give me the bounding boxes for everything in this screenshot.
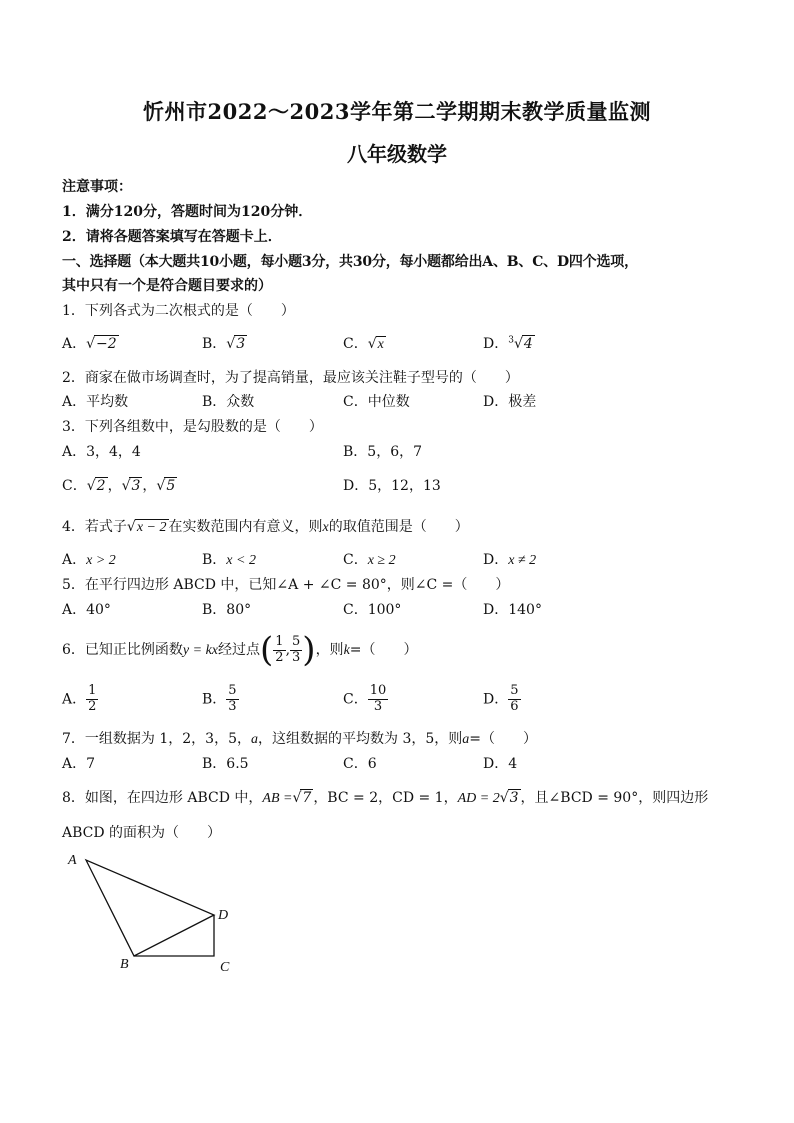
stem-text: =（ ） <box>469 731 537 747</box>
denominator: 2 <box>275 649 284 665</box>
option-fraction <box>86 684 98 715</box>
option-value: x ≠ 2 <box>508 553 537 568</box>
q3-option-d: D．5，12，13 <box>343 478 441 494</box>
option-letter: C． <box>62 478 87 494</box>
q6-option-a <box>62 684 98 715</box>
stem-text: =（ ） <box>349 642 418 658</box>
exam-title: 忻州市2022～2023学年第二学期期末教学质量监测 <box>143 99 651 124</box>
function-expression: y = kx <box>182 643 219 658</box>
stem-text: ，且∠BCD = 90°，则四边形 <box>520 790 709 806</box>
q1-option-b: B．√3 <box>202 336 246 352</box>
option-letter: A． <box>62 691 87 708</box>
q6-option-c <box>343 684 388 715</box>
q2-option-a: A．平均数 <box>62 394 129 410</box>
radicand: 7 <box>302 790 312 806</box>
option-letter: C． <box>343 691 368 708</box>
q3-option-a: A．3，4，4 <box>62 444 141 460</box>
point-y-fraction <box>290 635 302 666</box>
radicand: x − 2 <box>136 520 167 535</box>
q2-stem: 2．商家在做市场调查时，为了提高销量，最应该关注鞋子型号的（ ） <box>62 370 519 386</box>
vertex-label-b: B <box>120 957 129 972</box>
stem-text: 6．已知正比例函数 <box>62 642 183 658</box>
q4-option-c <box>343 549 396 569</box>
q4-option-b <box>202 549 256 569</box>
numerator: 5 <box>292 633 301 649</box>
q2-option-c: C．中位数 <box>343 394 410 410</box>
q6-option-d <box>483 684 521 715</box>
point-x-fraction <box>273 635 285 666</box>
denominator: 3 <box>228 698 237 714</box>
root-index: 3 <box>508 335 514 346</box>
separator: ， <box>142 478 157 494</box>
stem-text: 在实数范围内有意义，则 <box>168 519 323 535</box>
stem-text: ，这组数据的平均数为 3，5，则 <box>258 731 463 747</box>
denominator: 2 <box>88 698 97 714</box>
radicand: 4 <box>523 336 533 352</box>
q5-stem: 5．在平行四边形 ABCD 中，已知∠A + ∠C = 80°，则∠C =（ ） <box>62 577 510 593</box>
option-letter: D． <box>483 336 509 352</box>
q1-option-d: D．$^3$√4 <box>483 335 533 352</box>
q4-stem: 4．若式子√x − 2 在实数范围内有意义，则x的取值范围是（ ） <box>62 519 469 535</box>
vertex-label-a: A <box>68 853 77 868</box>
q3-stem: 3．下列各组数中，是勾股数的是（ ） <box>62 419 323 435</box>
option-letter: D． <box>483 552 509 568</box>
stem-text: ，则 <box>315 642 344 658</box>
right-paren: ) <box>302 630 316 670</box>
option-letter: B． <box>202 336 227 352</box>
radicand: −2 <box>96 336 117 352</box>
option-letter: C． <box>343 552 368 568</box>
variable: x <box>322 520 329 535</box>
q1-stem: 1．下列各式为二次根式的是（ ） <box>62 303 295 319</box>
option-letter: A． <box>62 552 87 568</box>
q6-stem <box>62 630 418 670</box>
segment-ab: AB = <box>262 791 293 806</box>
q7-option-c: C．6 <box>343 756 377 772</box>
q4-option-d <box>483 549 536 569</box>
section-heading-line2: 其中只有一个是符合题目要求的） <box>62 278 272 294</box>
variable: a <box>251 732 258 747</box>
notes-heading: 注意事项： <box>62 179 132 195</box>
radicand: x <box>377 337 384 352</box>
denominator: 3 <box>373 698 383 714</box>
q5-option-c: C．100° <box>343 602 402 618</box>
q5-option-a: A．40° <box>62 602 111 618</box>
vertex-label-d: D <box>218 908 229 923</box>
variable: a <box>462 732 470 747</box>
q2-option-b: B．众数 <box>202 394 255 410</box>
denominator: 6 <box>510 698 519 714</box>
denominator: 3 <box>292 649 301 665</box>
q7-option-b: B．6.5 <box>202 756 249 772</box>
q1-option-c: C．√x <box>343 336 384 352</box>
triangle-abd <box>86 860 214 956</box>
stem-text: 的取值范围是（ ） <box>328 519 469 535</box>
q7-stem <box>62 728 537 748</box>
stem-text: 8．如图，在四边形 ABCD 中， <box>62 790 263 806</box>
option-fraction <box>508 684 520 715</box>
stem-text: 经过点 <box>218 642 261 658</box>
radicand: 3 <box>509 790 519 806</box>
option-letter: C． <box>343 336 368 352</box>
note-2: 2．请将各题答案填写在答题卡上． <box>62 229 282 245</box>
q8-stem-line2: ABCD 的面积为（ ） <box>62 825 222 841</box>
variable: k <box>343 643 350 658</box>
segment-ad: AD = 2 <box>457 791 500 806</box>
q8-quadrilateral-figure <box>62 848 252 983</box>
numerator: 1 <box>275 633 284 649</box>
numerator: 1 <box>88 683 97 698</box>
q3-option-c: C．√2 ，√3 ，√5 <box>62 478 176 494</box>
radicand: 5 <box>166 478 176 494</box>
q7-option-a: A．7 <box>62 756 96 772</box>
q4-option-a <box>62 549 116 569</box>
vertex-label-c: C <box>220 960 230 975</box>
separator: ， <box>107 478 122 494</box>
q1-option-a: A．√−2 <box>62 336 117 352</box>
option-fraction <box>226 684 238 715</box>
numerator: 5 <box>510 683 519 698</box>
stem-text: 4．若式子 <box>62 519 127 535</box>
note-1: 1．满分120分，答题时间为120分钟． <box>62 204 313 220</box>
option-value: x > 2 <box>86 553 116 568</box>
left-paren: ( <box>260 630 274 670</box>
q6-option-b <box>202 684 239 715</box>
numerator: 10 <box>369 683 387 698</box>
radicand: 2 <box>96 478 106 494</box>
option-value: x ≥ 2 <box>367 553 396 568</box>
q8-stem: 8．如图，在四边形 ABCD 中，AB =√7 ，BC = 2，CD = 1，AD = 2√3 ，且∠BCD = 90°，则四边形 <box>62 790 709 806</box>
section-heading-line1: 一、选择题（本大题共10小题，每小题3分，共30分，每小题都给出A、B、C、D四个选项， <box>62 254 638 270</box>
option-fraction <box>368 684 389 715</box>
option-letter: B． <box>202 552 227 568</box>
q5-option-b: B．80° <box>202 602 252 618</box>
option-value: x < 2 <box>226 553 256 568</box>
option-letter: A． <box>62 336 87 352</box>
option-letter: D． <box>483 691 509 708</box>
numerator: 5 <box>228 683 237 698</box>
q5-option-d: D．140° <box>483 602 542 618</box>
q2-option-d: D．极差 <box>483 394 537 410</box>
stem-text: 7．一组数据为 1，2，3，5， <box>62 731 251 747</box>
comma: , <box>285 642 291 658</box>
option-letter: B． <box>202 691 227 708</box>
radicand: 3 <box>236 336 246 352</box>
q3-option-b: B．5，6，7 <box>343 444 423 460</box>
exam-subtitle: 八年级数学 <box>347 142 447 166</box>
stem-text: ，BC = 2，CD = 1， <box>313 790 458 806</box>
radicand: 3 <box>131 478 141 494</box>
q7-option-d: D．4 <box>483 756 518 772</box>
